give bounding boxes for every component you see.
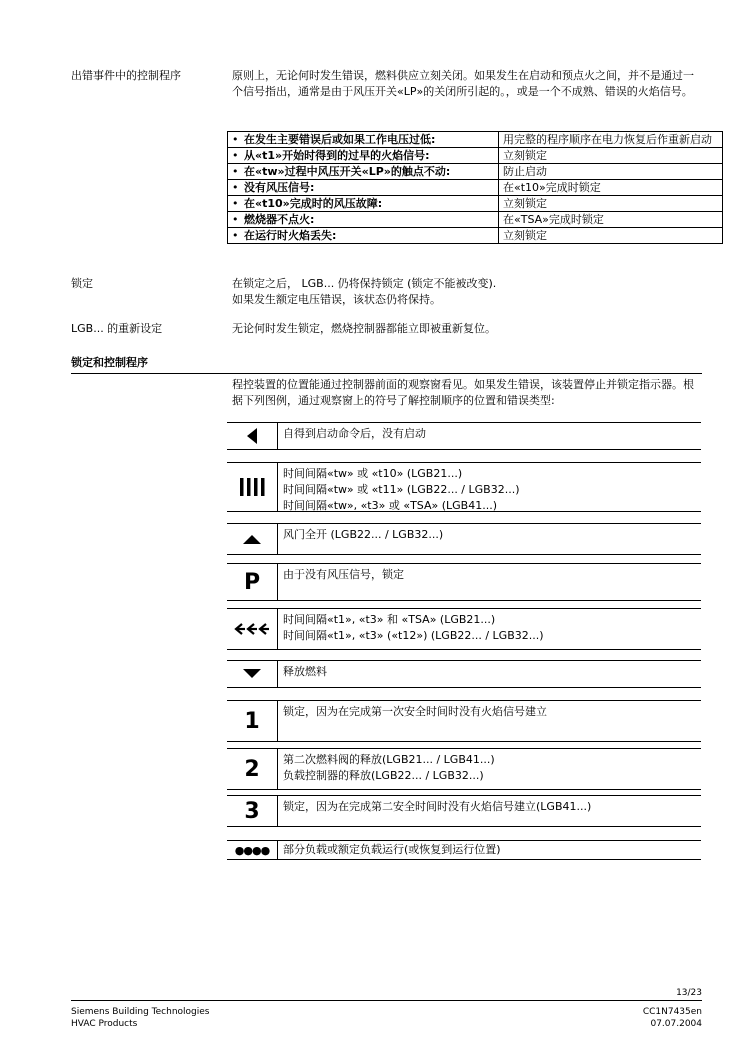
bullet-icon: • bbox=[232, 229, 239, 242]
legend-row bbox=[227, 462, 701, 512]
error-table-row bbox=[228, 212, 723, 228]
error-condition bbox=[228, 196, 499, 212]
legend-line: 释放燃料 bbox=[283, 665, 327, 678]
lockout-line-2: 如果发生额定电压错误，该状态仍将保持。 bbox=[232, 293, 441, 306]
error-condition bbox=[228, 148, 499, 164]
up-triangle-icon bbox=[243, 534, 261, 544]
error-condition-text: 没有风压信号: bbox=[244, 181, 315, 194]
legend-row bbox=[227, 700, 701, 742]
legend-symbol bbox=[227, 661, 278, 687]
bullet-icon: • bbox=[232, 133, 239, 146]
error-condition-text: 在运行时火焰丢失: bbox=[244, 229, 337, 242]
legend-line: 部分负载或额定负载运行(或恢复到运行位置) bbox=[283, 843, 501, 856]
legend-description bbox=[283, 466, 699, 514]
footer-date: 07.07.2004 bbox=[650, 1019, 702, 1029]
heading-divider bbox=[71, 373, 702, 374]
legend-description bbox=[283, 664, 699, 680]
legend-symbol bbox=[227, 423, 278, 449]
legend-line: 时间间隔«tw», «t3» 或 «TSA» (LGB41...) bbox=[283, 499, 497, 512]
error-action: 立刻锁定 bbox=[499, 196, 723, 212]
legend-row bbox=[227, 795, 701, 827]
footer-company: Siemens Building Technologies bbox=[71, 1007, 210, 1017]
legend-line: 锁定，因为在完成第一次安全时间时没有火焰信号建立 bbox=[283, 705, 547, 718]
legend-description bbox=[283, 527, 699, 543]
legend-row bbox=[227, 840, 701, 860]
lockout-line-1: 在锁定之后， LGB... 仍将保持锁定 (锁定不能被改变). bbox=[232, 277, 497, 290]
legend-description bbox=[283, 704, 699, 720]
error-condition bbox=[228, 164, 499, 180]
legend-symbol bbox=[227, 463, 278, 511]
error-table-row bbox=[228, 164, 723, 180]
error-condition bbox=[228, 228, 499, 244]
error-control-text: 原则上，无论何时发生错误，燃料供应立刻关闭。如果发生在启动和预点火之间，并不是通过一个信号指出，通常是由于风压开关«LP»的关闭所引起的。，或是一个不成熟、错误的火焰信号。 bbox=[232, 69, 694, 98]
bullet-icon: • bbox=[232, 197, 239, 210]
error-action: 在«t10»完成时锁定 bbox=[499, 180, 723, 196]
four-dots-symbol: ●●●● bbox=[234, 843, 270, 857]
four-bars-icon bbox=[239, 478, 266, 496]
triple-left-arrow-icon bbox=[234, 623, 270, 635]
legend-symbol bbox=[227, 564, 278, 600]
legend-line: 时间间隔«t1», «t3» («t12») (LGB22... / LGB32...) bbox=[283, 629, 544, 642]
page-number: 13/23 bbox=[676, 988, 702, 998]
reset-text: 无论何时发生锁定，燃烧控制器都能立即被重新复位。 bbox=[232, 322, 496, 335]
error-condition bbox=[228, 212, 499, 228]
legend-symbol-text: 3 bbox=[244, 798, 260, 824]
legend-line: 时间间隔«t1», «t3» 和 «TSA» (LGB21...) bbox=[283, 613, 496, 626]
footer-divider bbox=[71, 1000, 702, 1001]
error-condition-text: 在发生主要错误后或如果工作电压过低: bbox=[244, 133, 436, 146]
legend-line: 由于没有风压信号，锁定 bbox=[283, 568, 404, 581]
left-triangle-icon bbox=[246, 428, 258, 444]
error-condition bbox=[228, 132, 499, 148]
error-table-row bbox=[228, 196, 723, 212]
legend-description bbox=[283, 426, 699, 442]
legend-symbol bbox=[227, 701, 278, 741]
legend-description bbox=[283, 612, 699, 644]
legend-row bbox=[227, 660, 701, 688]
error-table-row bbox=[228, 180, 723, 196]
error-table-row bbox=[228, 148, 723, 164]
error-condition-text: 从«t1»开始时得到的过早的火焰信号: bbox=[244, 149, 430, 162]
legend-line: 锁定，因为在完成第二安全时间时没有火焰信号建立(LGB41...) bbox=[283, 800, 592, 813]
bullet-icon: • bbox=[232, 213, 239, 226]
bullet-icon: • bbox=[232, 165, 239, 178]
legend-symbol bbox=[227, 841, 278, 859]
error-action: 在«TSA»完成时锁定 bbox=[499, 212, 723, 228]
error-action: 防止启动 bbox=[499, 164, 723, 180]
legend-line: 时间间隔«tw» 或 «t11» (LGB22... / LGB32...) bbox=[283, 483, 520, 496]
footer-division: HVAC Products bbox=[71, 1019, 138, 1029]
legend-symbol-text: 1 bbox=[244, 708, 260, 734]
footer-doc-id: CC1N7435en bbox=[642, 1007, 702, 1017]
bullet-icon: • bbox=[232, 149, 239, 162]
error-action: 立刻锁定 bbox=[499, 228, 723, 244]
legend-symbol-text: P bbox=[243, 569, 261, 595]
error-table-row bbox=[228, 228, 723, 244]
legend-description bbox=[283, 842, 699, 858]
lockout-program-intro: 程控装置的位置能通过控制器前面的观察窗看见。如果发生错误，该装置停止并锁定指示器。根据下列图例，通过观察窗上的符号了解控制顺序的位置和错误类型: bbox=[232, 378, 694, 407]
error-action: 用完整的程序顺序在电力恢复后作重新启动 bbox=[499, 132, 723, 148]
legend-line: 时间间隔«tw» 或 «t10» (LGB21...) bbox=[283, 467, 463, 480]
legend-row bbox=[227, 563, 701, 601]
legend-symbol bbox=[227, 749, 278, 789]
legend-symbol bbox=[227, 609, 278, 649]
error-table-row bbox=[228, 132, 723, 148]
error-condition-text: 在«t10»完成时的风压故障: bbox=[244, 197, 383, 210]
legend-row bbox=[227, 422, 701, 450]
legend-symbol bbox=[227, 796, 278, 826]
legend-line: 负载控制器的释放(LGB22... / LGB32...) bbox=[283, 769, 484, 782]
lockout-label: 锁定 bbox=[71, 277, 93, 290]
legend-line: 第二次燃料阀的释放(LGB21... / LGB41...) bbox=[283, 753, 495, 766]
legend-row bbox=[227, 748, 701, 790]
error-condition-text: 在«tw»过程中风压开关«LP»的触点不动: bbox=[244, 165, 451, 178]
error-condition-text: 燃烧器不点火: bbox=[244, 213, 315, 226]
legend-description bbox=[283, 567, 699, 583]
error-table bbox=[227, 131, 723, 244]
reset-label: LGB... 的重新设定 bbox=[71, 322, 163, 335]
error-condition bbox=[228, 180, 499, 196]
legend-line: 风门全开 (LGB22... / LGB32...) bbox=[283, 528, 444, 541]
error-action: 立刻锁定 bbox=[499, 148, 723, 164]
error-control-label: 出错事件中的控制程序 bbox=[71, 69, 181, 82]
legend-description bbox=[283, 752, 699, 784]
legend-symbol-text: 2 bbox=[244, 756, 260, 782]
lockout-text bbox=[232, 276, 702, 308]
legend-line: 自得到启动命令后，没有启动 bbox=[283, 427, 426, 440]
legend-row bbox=[227, 608, 701, 650]
lockout-program-heading: 锁定和控制程序 bbox=[71, 356, 148, 369]
bullet-icon: • bbox=[232, 181, 239, 194]
legend-row bbox=[227, 523, 701, 555]
down-triangle-icon bbox=[243, 669, 261, 679]
legend-symbol bbox=[227, 524, 278, 554]
legend-description bbox=[283, 799, 699, 815]
